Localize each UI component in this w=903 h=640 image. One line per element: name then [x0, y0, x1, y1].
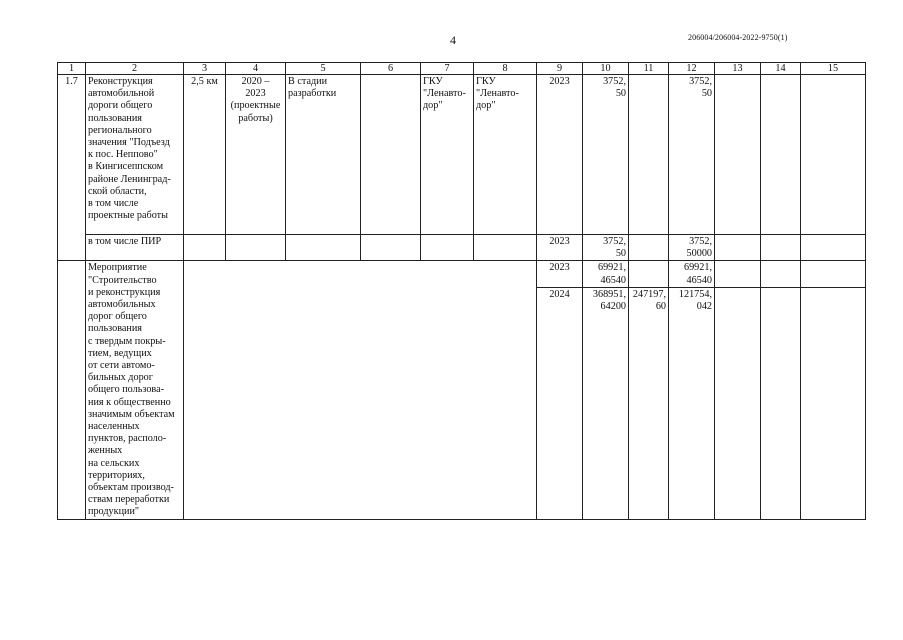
table-cell [715, 235, 761, 261]
table-cell [474, 235, 537, 261]
financing-year: 2024 [537, 288, 583, 520]
regional-budget: 121754, 042 [669, 288, 715, 520]
regional-budget: 69921, 46540 [669, 261, 715, 288]
object-length: 2,5 км [184, 75, 226, 235]
table-cell [226, 235, 286, 261]
federal-budget [629, 261, 669, 288]
column-number-row [58, 63, 866, 75]
page-number: 4 [450, 33, 456, 47]
row-number: 1.7 [58, 75, 86, 261]
column-header: 9 [537, 63, 583, 75]
table-cell [761, 261, 801, 288]
financing-total: 3752, 50 [583, 235, 629, 261]
table-cell [715, 261, 761, 288]
financing-total: 368951, 64200 [583, 288, 629, 520]
object-name: Реконструкция автомобильной дороги общего пользования регионального значения "Подъезд к пос. Неппово" в Кингисеппском районе Ленинград- ской области, в том числе проектные работы [86, 75, 184, 235]
program-table [57, 62, 866, 520]
table-cell [801, 235, 866, 261]
table-cell [421, 235, 474, 261]
table-cell [184, 235, 226, 261]
measure-name: Мероприятие "Строительство и реконструкция автомобильных дорог общего пользования с твердым покры- тием, ведущих от сети автомо- бильных дорог общего пользова- ния к общественно значимым объектам населенных пунктов, располо- женных на сельских территориях, объектам производ- ствам переработки продукции" [86, 261, 184, 519]
column-header: 12 [669, 63, 715, 75]
customer: ГКУ "Ленавто- дор" [421, 75, 474, 235]
column-header: 7 [421, 63, 474, 75]
financing-year: 2023 [537, 261, 583, 288]
federal-budget [629, 75, 669, 235]
work-period: 2020 – 2023 (проектные работы) [226, 75, 286, 235]
table-cell [58, 261, 86, 519]
column-header: 13 [715, 63, 761, 75]
table-cell [801, 75, 866, 235]
column-header: 2 [86, 63, 184, 75]
table-cell [761, 288, 801, 520]
merged-empty-cell [184, 261, 537, 519]
table-row-measure [58, 261, 866, 288]
regional-budget: 3752, 50000 [669, 235, 715, 261]
column-header: 1 [58, 63, 86, 75]
column-header: 5 [286, 63, 361, 75]
table-cell [715, 288, 761, 520]
financing-year: 2023 [537, 235, 583, 261]
table-row-pir [58, 235, 866, 261]
table-cell [801, 288, 866, 520]
table-cell [361, 75, 421, 235]
table-row-1-7 [58, 75, 866, 235]
table-cell [761, 235, 801, 261]
column-header: 6 [361, 63, 421, 75]
column-header: 14 [761, 63, 801, 75]
work-stage: В стадии разработки [286, 75, 361, 235]
financing-year: 2023 [537, 75, 583, 235]
column-header: 15 [801, 63, 866, 75]
financing-total: 69921, 46540 [583, 261, 629, 288]
contractor: ГКУ "Ленавто- дор" [474, 75, 537, 235]
column-header: 10 [583, 63, 629, 75]
table-cell [286, 235, 361, 261]
table-cell [801, 261, 866, 288]
table-cell [715, 75, 761, 235]
regional-budget: 3752, 50 [669, 75, 715, 235]
document-id: 206004/206004-2022-9750(1) [688, 33, 788, 42]
financing-total: 3752, 50 [583, 75, 629, 235]
federal-budget [629, 235, 669, 261]
column-header: 3 [184, 63, 226, 75]
column-header: 4 [226, 63, 286, 75]
object-name: в том числе ПИР [86, 235, 184, 261]
table-cell [761, 75, 801, 235]
column-header: 8 [474, 63, 537, 75]
federal-budget: 247197, 60 [629, 288, 669, 520]
column-header: 11 [629, 63, 669, 75]
table-cell [361, 235, 421, 261]
